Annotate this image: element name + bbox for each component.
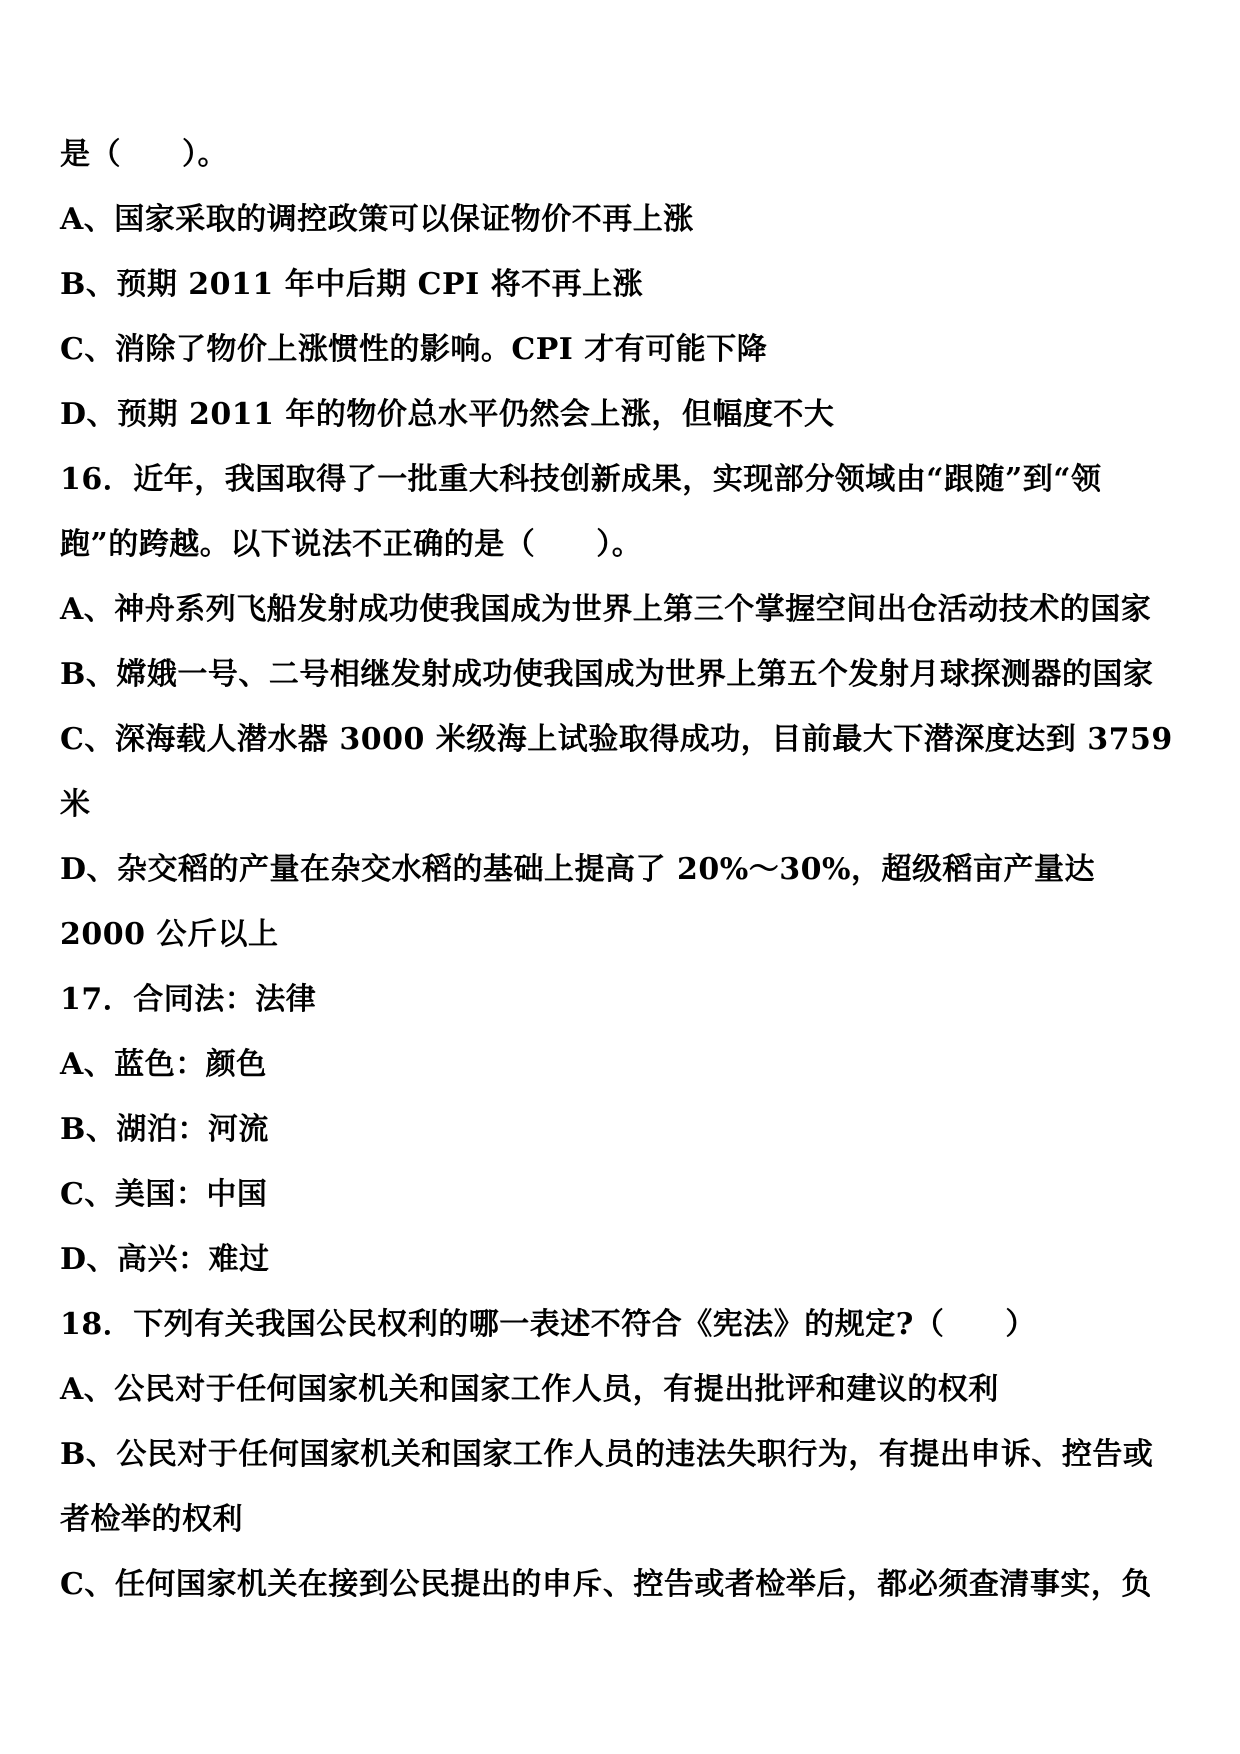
- option-b: B、嫦娥一号、二号相继发射成功使我国成为世界上第五个发射月球探测器的国家: [60, 657, 1154, 692]
- option-c-continued: 米: [60, 787, 91, 822]
- option-c: C、任何国家机关在接到公民提出的申斥、控告或者检举后，都必须查清事实，负: [60, 1567, 1152, 1602]
- option-a: A、蓝色：颜色: [60, 1047, 267, 1082]
- option-c: C、美国：中国: [60, 1177, 268, 1212]
- option-c: C、消除了物价上涨惯性的影响。CPI 才有可能下降: [60, 332, 768, 367]
- option-c: C、深海载人潜水器 3000 米级海上试验取得成功，目前最大下潜深度达到 3759: [60, 722, 1173, 757]
- text-line: 是（ ）。: [60, 137, 228, 172]
- option-b: B、公民对于任何国家机关和国家工作人员的违法失职行为，有提出申诉、控告或: [60, 1437, 1154, 1472]
- option-b: B、湖泊：河流: [60, 1112, 269, 1147]
- question-16: 16．近年，我国取得了一批重大科技创新成果，实现部分领域由“跟随”到“领: [60, 462, 1102, 497]
- option-d: D、高兴：难过: [60, 1242, 270, 1277]
- option-d: D、预期 2011 年的物价总水平仍然会上涨，但幅度不大: [60, 397, 835, 432]
- option-a: A、公民对于任何国家机关和国家工作人员，有提出批评和建议的权利: [60, 1372, 999, 1407]
- option-d: D、杂交稻的产量在杂交水稻的基础上提高了 20%～30%，超级稻亩产量达: [60, 852, 1095, 887]
- option-b: B、预期 2011 年中后期 CPI 将不再上涨: [60, 267, 644, 302]
- option-b-continued: 者检举的权利: [60, 1502, 243, 1537]
- option-d-continued: 2000 公斤以上: [60, 917, 279, 952]
- question-18: 18．下列有关我国公民权利的哪一表述不符合《宪法》的规定?（ ）: [60, 1307, 1036, 1342]
- option-a: A、国家采取的调控政策可以保证物价不再上涨: [60, 202, 694, 237]
- question-17: 17．合同法：法律: [60, 982, 317, 1017]
- option-a: A、神舟系列飞船发射成功使我国成为世界上第三个掌握空间出仓活动技术的国家: [60, 592, 1152, 627]
- question-16-continued: 跑”的跨越。以下说法不正确的是（ ）。: [60, 527, 643, 562]
